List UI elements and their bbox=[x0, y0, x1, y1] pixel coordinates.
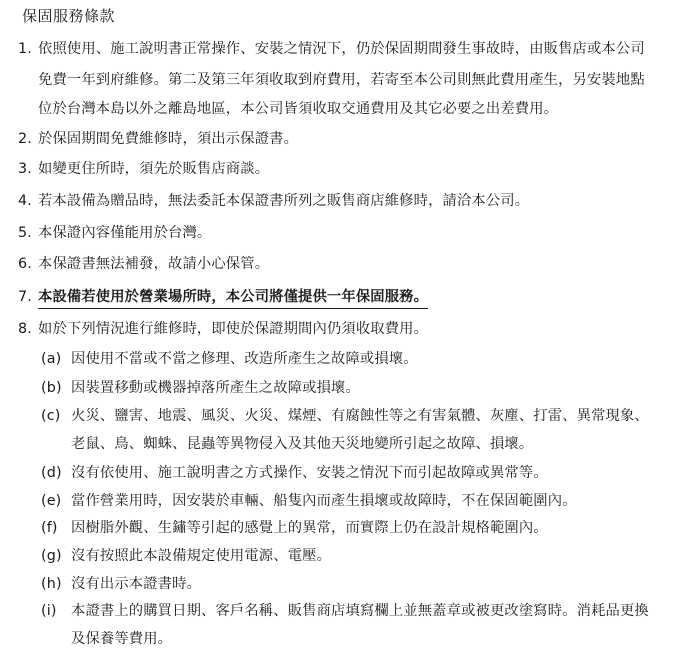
sub-item-text-line: 當作營業用時，因安裝於車輛、船隻內而產生損壞或故障時，不在保固範圍內。 bbox=[71, 493, 577, 509]
sub-item-text-line: 沒有依使用、施工說明書之方式操作、安裝之情況下而引起故障或異常等。 bbox=[71, 465, 548, 481]
item-number: 6. bbox=[18, 256, 32, 272]
item-number: 8. bbox=[18, 321, 32, 337]
item-text-line: 如於下列情況進行維修時，即使於保證期間內仍須收取費用。 bbox=[38, 321, 429, 337]
item-text-line: 於保固期間免費維修時，須出示保證書。 bbox=[38, 131, 299, 147]
sub-item-letter: (c) bbox=[41, 408, 61, 424]
sub-item-letter: (d) bbox=[41, 465, 62, 481]
sub-item-letter: (a) bbox=[41, 351, 62, 367]
item-number: 4. bbox=[18, 193, 32, 209]
sub-item-text-line: 沒有按照此本設備規定使用電源、電壓。 bbox=[71, 548, 332, 564]
sub-item-text-line: 及保養等費用。 bbox=[71, 631, 173, 647]
sub-item-letter: (h) bbox=[41, 576, 62, 592]
item-text-line: 本保證書無法補發，故請小心保管。 bbox=[38, 256, 270, 272]
item-number: 7. bbox=[18, 289, 32, 305]
sub-item-letter: (i) bbox=[41, 603, 57, 619]
sub-item-text-line: 沒有出示本證書時。 bbox=[71, 576, 202, 592]
item-text-line: 如變更住所時，須先於販售店商談。 bbox=[38, 161, 270, 177]
item-number: 3. bbox=[18, 161, 32, 177]
sub-item-text-line: 因裝置移動或機器掉落所產生之故障或損壞。 bbox=[71, 380, 360, 396]
item-text-line: 若本設備為贈品時，無法委託本保證書所列之販售商店維修時，請洽本公司。 bbox=[38, 193, 530, 209]
item-text-line-emphasized: 本設備若使用於營業場所時，本公司將僅提供一年保固服務。 bbox=[38, 287, 428, 309]
item-text-line: 位於台灣本島以外之離島地區，本公司皆須收取交通費用及其它必要之出差費用。 bbox=[38, 101, 559, 117]
sub-item-letter: (e) bbox=[41, 493, 62, 509]
sub-item-letter: (g) bbox=[41, 548, 62, 564]
sub-item-text-line: 因樹脂外觀、生鏽等引起的感覺上的異常，而實際上仍在設計規格範圍內。 bbox=[71, 520, 548, 536]
sub-item-text-line: 老鼠、鳥、蜘蛛、昆蟲等異物侵入及其他天災地變所引起之故障、損壞。 bbox=[71, 436, 534, 452]
item-text-line: 本保證內容僅能用於台灣。 bbox=[38, 225, 212, 241]
page-title: 保固服務條款 bbox=[22, 7, 116, 25]
sub-item-letter: (f) bbox=[41, 520, 58, 536]
sub-item-text-line: 本證書上的購買日期、客戶名稱、販售商店填寫欄上並無蓋章或被更改塗寫時。消耗品更換 bbox=[71, 603, 649, 619]
sub-item-text-line: 因使用不當或不當之修理、改造所產生之故障或損壞。 bbox=[71, 351, 418, 367]
item-number: 2. bbox=[18, 131, 32, 147]
item-text-line: 依照使用、施工說明書正常操作、安裝之情況下，仍於保固期間發生事故時，由販售店或本公司 bbox=[38, 41, 645, 57]
sub-item-letter: (b) bbox=[41, 380, 62, 396]
item-text-line: 免費一年到府維修。第二及第三年須收取到府費用，若寄至本公司則無此費用產生，另安裝地點 bbox=[38, 72, 645, 88]
item-number: 1. bbox=[18, 41, 32, 57]
item-number: 5. bbox=[18, 225, 32, 241]
sub-item-text-line: 火災、鹽害、地震、風災、火災、煤煙、有腐蝕性等之有害氣體、灰塵、打雷、異常現象、 bbox=[71, 408, 649, 424]
